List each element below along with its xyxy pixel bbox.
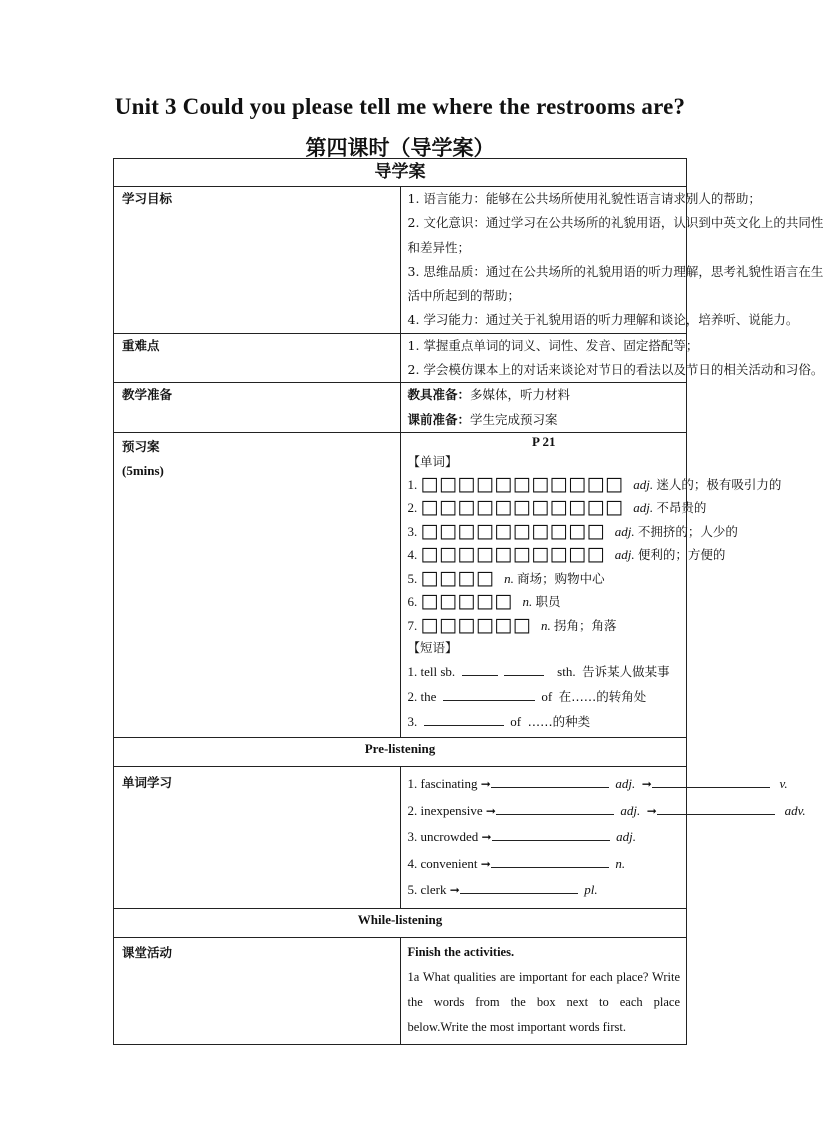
key-points-row [114, 333, 687, 383]
arrow-icon: ➞ [641, 777, 652, 792]
objective-line: 活中所起到的帮助； [407, 288, 521, 304]
vocab-item: 1. fascinating ➞ adj. ➞ v. [407, 776, 788, 792]
blank-line [491, 855, 609, 868]
blank-line [657, 802, 775, 815]
document-subtitle: 第四课时（导学案） [305, 136, 495, 160]
while-listening-heading: While-listening [114, 908, 687, 937]
blank-line [424, 713, 504, 726]
objective-line: 3. 思维品质：通过在公共场所的礼貌用语的听力理解，思考礼貌性语言在生 [407, 263, 823, 279]
preparation-item: 教具准备：多媒体，听力材料 [407, 387, 571, 403]
letter-boxes: □□□□□□ [420, 613, 532, 636]
preparation-item: 课前准备：学生完成预习案 [407, 411, 558, 427]
letter-boxes: □□□□□□□□□□ [420, 519, 606, 542]
letter-boxes: □□□□□ [420, 590, 513, 613]
vocab-study-label: 单词学习 [114, 767, 401, 909]
word-item: 3. □□□□□□□□□□ adj. 不拥挤的；人少的 [407, 519, 738, 542]
objective-line: 和差异性； [407, 239, 471, 255]
word-item: 6. □□□□□ n. 职员 [407, 590, 561, 613]
vocab-item: 5. clerk ➞ pl. [407, 882, 598, 898]
pre-listening-heading: Pre-listening [114, 738, 687, 767]
word-item: 5. □□□□ n. 商场；购物中心 [407, 566, 605, 589]
arrow-icon: ➞ [449, 883, 460, 898]
letter-boxes: □□□□□□□□□□□ [420, 472, 624, 495]
letter-boxes: □□□□□□□□□□□ [420, 496, 624, 519]
activity-text: 1a What qualities are important for each place? Write the words from the box next to each place below.Write the most important words first. [407, 969, 680, 1034]
document-title: Unit 3 Could you please tell me where the restrooms are? [114, 94, 686, 119]
vocab-item: 2. inexpensive ➞ adj. ➞ adv. [407, 802, 806, 818]
word-item: 7. □□□□□□ n. 拐角；角落 [407, 613, 617, 636]
letter-boxes: □□□□ [420, 566, 495, 589]
key-point-line: 1. 掌握重点单词的词义、词性、发音、固定搭配等； [407, 337, 699, 353]
letter-boxes: □□□□□□□□□□ [420, 543, 606, 566]
objective-line: 4. 学习能力：通过关于礼貌用语的听力理解和谈论，培养听、说能力。 [407, 312, 799, 328]
arrow-icon: ➞ [485, 803, 496, 818]
preparation-label: 教学准备 [114, 383, 401, 433]
word-item: 1. □□□□□□□□□□□ adj. 迷人的；极有吸引力的 [407, 472, 782, 495]
objective-line: 2. 文化意识：通过学习在公共场所的礼貌用语，认识到中英文化上的共同性 [407, 215, 823, 231]
key-point-line: 2. 学会模仿课本上的对话来谈论对节日的看法以及节日的相关活动和习俗。 [407, 362, 823, 378]
arrow-icon: ➞ [480, 777, 491, 792]
blank-line [491, 775, 609, 788]
page-reference: P 21 [532, 433, 556, 449]
word-item: 2. □□□□□□□□□□□ adj. 不昂贵的 [407, 496, 707, 519]
words-heading: 【单词】 [407, 453, 458, 469]
phrases-heading: 【短语】 [407, 640, 458, 656]
key-points-label: 重难点 [114, 333, 401, 383]
vocab-item: 4. convenient ➞ n. [407, 855, 626, 871]
arrow-icon: ➞ [480, 856, 491, 871]
preparation-row [114, 383, 687, 433]
class-activity-label: 课堂活动 [114, 937, 401, 1044]
objectives-row [114, 187, 687, 334]
blank-line [504, 663, 544, 676]
preview-row [114, 432, 687, 738]
phrase-item: 1. tell sb. sth. 告诉某人做某事 [407, 664, 670, 680]
table-header: 导学案 [114, 159, 687, 187]
study-guide-table [113, 158, 823, 1045]
blank-line [652, 775, 770, 788]
blank-line [460, 881, 578, 894]
blank-line [462, 663, 498, 676]
blank-line [443, 688, 535, 701]
activity-heading: Finish the activities. [407, 944, 515, 959]
arrow-icon: ➞ [481, 830, 492, 845]
vocab-study-row [114, 767, 687, 909]
phrase-item: 2. the of 在……的转角处 [407, 689, 647, 705]
preview-label: 预习案 (5mins) [114, 432, 401, 738]
objectives-label: 学习目标 [114, 187, 401, 334]
vocab-item: 3. uncrowded ➞ adj. [407, 829, 636, 845]
word-item: 4. □□□□□□□□□□ adj. 便利的；方便的 [407, 543, 726, 566]
phrase-item: 3. of ……的种类 [407, 714, 591, 730]
blank-line [492, 828, 610, 841]
blank-line [496, 802, 614, 815]
objective-line: 1. 语言能力：能够在公共场所使用礼貌性语言请求别人的帮助； [407, 191, 761, 206]
class-activity-row [114, 937, 687, 1044]
arrow-icon: ➞ [646, 803, 657, 818]
